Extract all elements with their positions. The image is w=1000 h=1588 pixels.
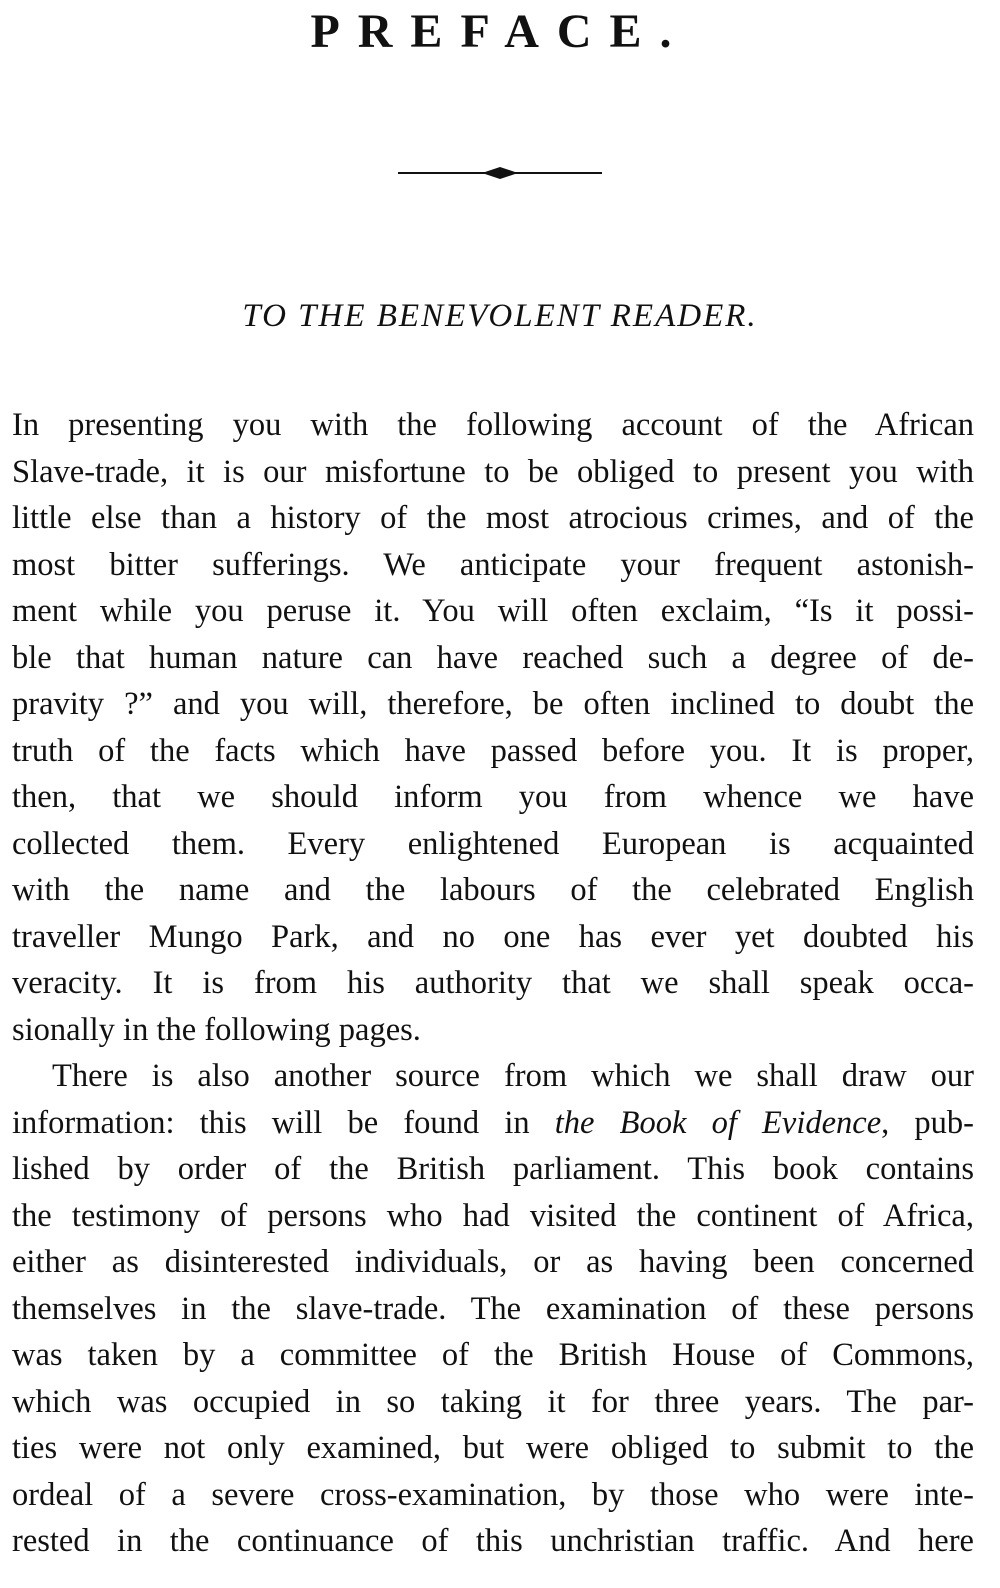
text-line: was taken by a committee of the British House of Commons, <box>12 1337 974 1373</box>
text-line: the testimony of persons who had visited the continent of Africa, <box>12 1197 974 1234</box>
text-line <box>12 1100 974 1147</box>
text-segment: , pub- <box>881 1104 974 1141</box>
paragraph-2 <box>12 1053 974 1565</box>
text-line: lished by order of the British parliament. This book contains <box>12 1151 974 1187</box>
text-line: veracity. It is from his authority that we shall speak occa- <box>12 965 974 1001</box>
text-line: which was occupied in so taking it for three years. The par- <box>12 1383 974 1420</box>
text-line: then, that we should inform you from whence we have <box>12 779 974 815</box>
text-line: themselves in the slave-trade. The examination of these persons <box>12 1290 974 1327</box>
text-line: ble that human nature can have reached such a degree of de- <box>12 639 974 676</box>
text-line: truth of the facts which have passed before you. It is proper, <box>12 732 974 769</box>
text-line: In presenting you with the following account of the African <box>12 407 974 443</box>
text-line: ties were not only examined, but were obliged to submit to the <box>12 1430 974 1466</box>
text-line: collected them. Every enlightened European is acquainted <box>12 825 974 862</box>
body-text <box>12 402 974 1565</box>
text-line: either as disinterested individuals, or as having been concerned <box>12 1244 974 1280</box>
text-line: little else than a history of the most atrocious crimes, and of the <box>12 500 974 536</box>
text-line: There is also another source from which we shall draw our <box>52 1058 974 1094</box>
text-line: ordeal of a severe cross-examination, by those who were inte- <box>12 1476 974 1513</box>
text-line: traveller Mungo Park, and no one has ever yet doubted his <box>12 918 974 955</box>
text-line: with the name and the labours of the celebrated English <box>12 872 974 908</box>
horizontal-rule-diamond-icon <box>398 163 602 183</box>
text-line: pravity ?” and you will, therefore, be often inclined to doubt the <box>12 686 974 722</box>
book-title: the Book of Evidence <box>554 1104 882 1141</box>
text-segment: information: this will be found in <box>12 1104 555 1141</box>
page-title: PREFACE. <box>310 5 690 58</box>
text-line: sionally in the following pages. <box>12 1011 421 1048</box>
section-heading: TO THE BENEVOLENT READER. <box>242 298 758 334</box>
text-line: Slave-trade, it is our misfortune to be obliged to present you with <box>12 453 974 490</box>
text-line: most bitter sufferings. We anticipate your frequent astonish- <box>12 546 974 583</box>
text-line: ment while you peruse it. You will often exclaim, “Is it possi- <box>12 593 974 629</box>
paragraph-1 <box>12 402 974 1053</box>
text-line: rested in the continuance of this unchristian traffic. And here <box>12 1523 974 1559</box>
